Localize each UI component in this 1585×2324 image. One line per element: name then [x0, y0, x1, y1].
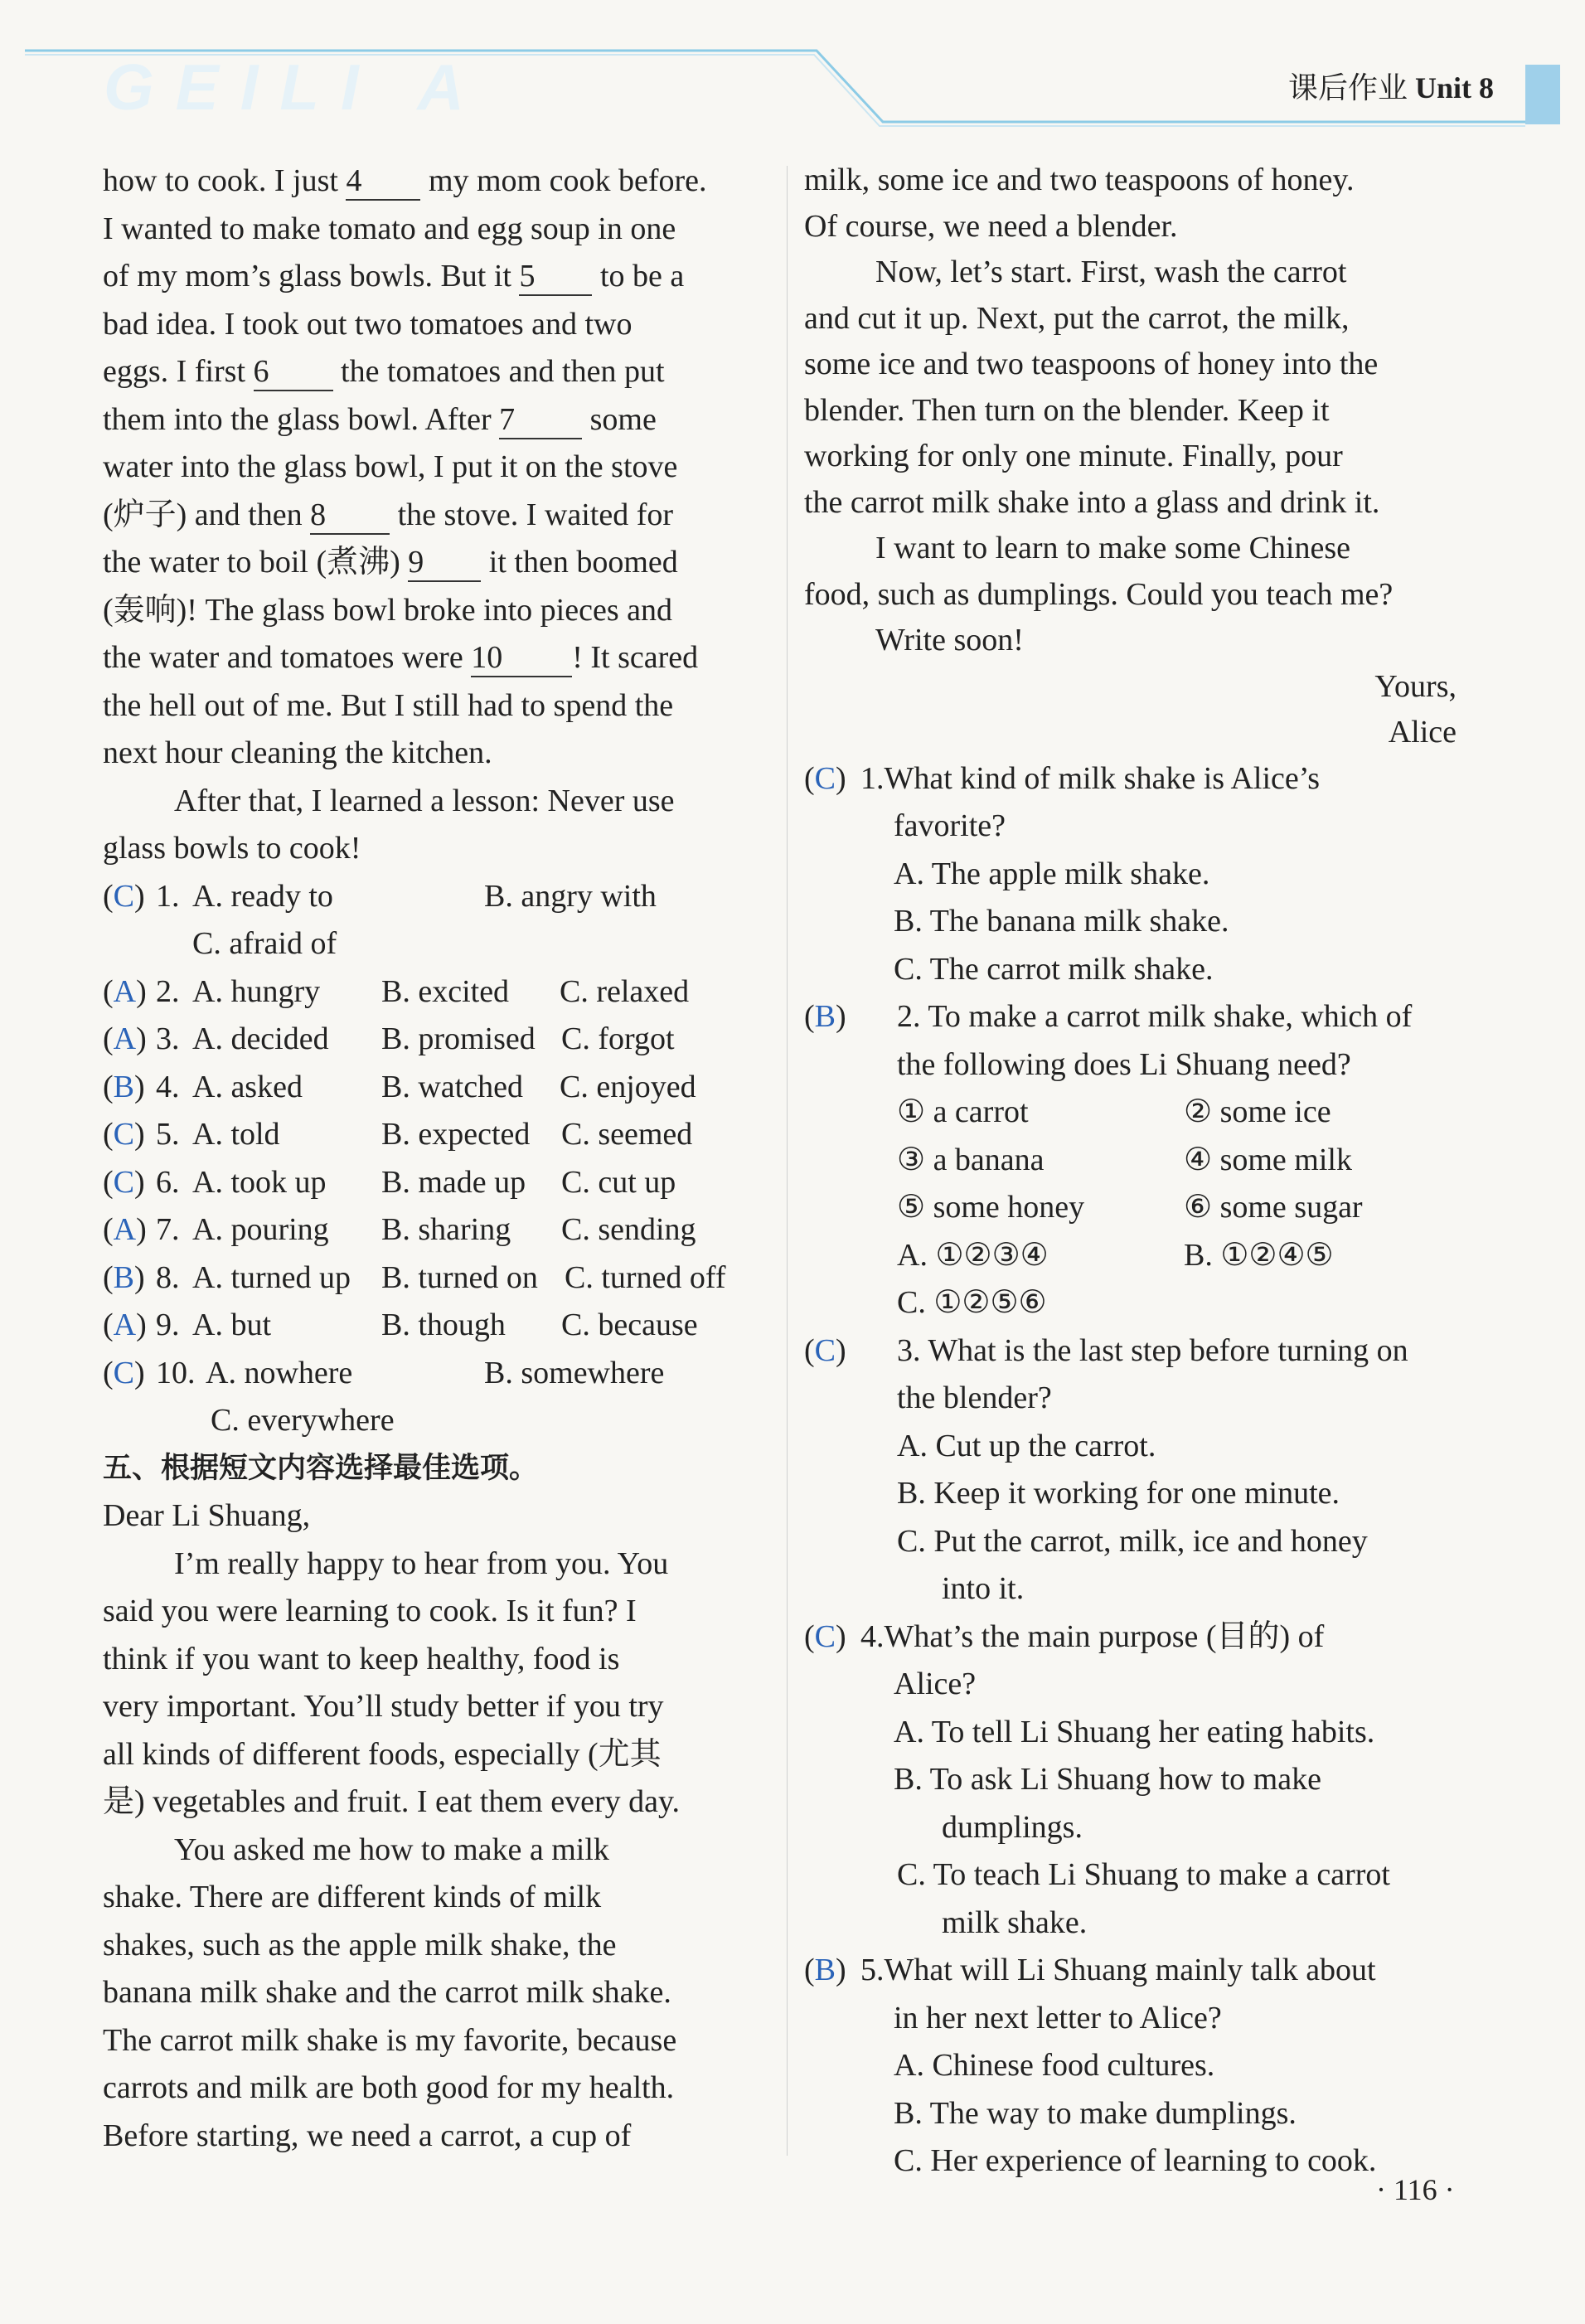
question-r4: (C) 4.What’s the main purpose (目的) of — [804, 1614, 1471, 1662]
option-a[interactable]: A. The apple milk shake. — [894, 856, 1210, 891]
answer-r5: B — [814, 1953, 836, 1987]
question-2: (A) 2. A. hungry B. excited C. relaxed — [103, 968, 766, 1016]
question-6: (C) 6. A. took up B. made up C. cut up — [103, 1159, 766, 1207]
page-number: · 116 · — [1376, 2173, 1455, 2206]
question-5: (C) 5. A. told B. expected C. seemed — [103, 1111, 766, 1159]
text-line: the hell out of me. But I still had to spend the — [103, 687, 674, 723]
answer-r4: C — [814, 1618, 836, 1654]
text-line: the carrot milk shake into a glass and drink it. — [804, 484, 1380, 520]
question-stem: the blender? — [897, 1380, 1052, 1415]
option-c[interactable]: C. seemed — [561, 1117, 693, 1152]
text-line: The carrot milk shake is my favorite, because — [103, 2022, 677, 2058]
question-stem: favorite? — [894, 808, 1006, 843]
option-b[interactable]: B. somewhere — [484, 1355, 665, 1390]
greeting: Dear Li Shuang, — [103, 1498, 311, 1533]
option-c[interactable]: C. relaxed — [560, 973, 690, 1009]
right-column — [804, 158, 1471, 2186]
question-7: (A) 7. A. pouring B. sharing C. sending — [103, 1206, 766, 1254]
section-heading: 五、根据短文内容选择最佳选项。 — [103, 1451, 539, 1485]
list-item: ③ a banana — [897, 1142, 1045, 1177]
text-line: carrots and milk are both good for my health. — [103, 2070, 675, 2105]
text-line: food, such as dumplings. Could you teach me? — [804, 576, 1394, 612]
question-4: (B) 4. A. asked B. watched C. enjoyed — [103, 1064, 766, 1112]
option-b[interactable]: B. expected — [381, 1117, 531, 1152]
question-8: (B) 8. A. turned up B. turned on C. turned off — [103, 1254, 766, 1303]
column-divider — [787, 166, 788, 2156]
answer-r2: B — [814, 999, 836, 1034]
text-line: said you were learning to cook. Is it fun? I — [103, 1594, 637, 1628]
text-line: I want to learn to make some Chinese — [875, 531, 1351, 565]
option-b[interactable]: B. sharing — [381, 1212, 511, 1247]
answer-r1: C — [814, 760, 836, 796]
option-a[interactable]: A. nowhere — [206, 1355, 353, 1390]
answer-3: A — [113, 1021, 137, 1056]
text-line: Of course, we need a blender. — [804, 208, 1178, 244]
question-r3: (C) 3. What is the last step before turning on — [804, 1328, 1471, 1376]
list-item: ① a carrot — [897, 1094, 1029, 1129]
question-stem: 5.What will Li Shuang mainly talk about — [860, 1953, 1376, 1987]
option-c[interactable]: C. turned off — [565, 1259, 726, 1295]
blank-5: 5 — [519, 258, 592, 296]
blank-9: 9 — [408, 544, 481, 582]
option-b[interactable]: B. watched — [381, 1069, 523, 1104]
section-label: 课后作业 — [1287, 71, 1408, 104]
blank-8: 8 — [310, 497, 390, 535]
option-c[interactable]: C. everywhere — [211, 1403, 395, 1438]
option-b[interactable]: B. though — [381, 1308, 506, 1342]
option-a[interactable]: A. hungry — [192, 973, 321, 1009]
option-a[interactable]: A. ready to — [192, 878, 333, 914]
left-column — [103, 158, 766, 2160]
option-a[interactable]: A. asked — [192, 1069, 303, 1104]
option-a[interactable]: A. but — [192, 1308, 271, 1342]
question-stem: the following does Li Shuang need? — [897, 1046, 1351, 1082]
unit-label — [1288, 65, 1494, 107]
option-a[interactable]: A. pouring — [192, 1212, 329, 1247]
text-line: all kinds of different foods, especially (尤其 — [103, 1736, 662, 1772]
answer-4: B — [113, 1069, 135, 1104]
blank-4: 4 — [346, 163, 420, 201]
text-line: bad idea. I took out two tomatoes and two — [103, 306, 633, 342]
question-r5: (B) 5.What will Li Shuang mainly talk about — [804, 1948, 1471, 1996]
option-b[interactable]: B. excited — [381, 973, 510, 1009]
text-line: glass bowls to cook! — [103, 831, 361, 866]
list-item: ② some ice — [1184, 1094, 1331, 1129]
answer-7: A — [113, 1212, 137, 1247]
option-c[interactable]: C. enjoyed — [560, 1069, 696, 1104]
question-stem: 3. What is the last step before turning on — [897, 1332, 1408, 1368]
option-c[interactable]: C. afraid of — [192, 926, 337, 961]
question-r2: (B) 2. To make a carrot milk shake, which of — [804, 994, 1471, 1042]
answer-5: C — [113, 1117, 135, 1152]
option-a[interactable]: A. ①②③④ — [897, 1237, 1049, 1273]
list-item: ④ some milk — [1184, 1142, 1352, 1177]
option-c[interactable]: C. Her experience of learning to cook. — [894, 2143, 1377, 2178]
option-c[interactable]: C. because — [561, 1308, 698, 1342]
question-9: (A) 9. A. but B. though C. because — [103, 1302, 766, 1350]
text-line: and cut it up. Next, put the carrot, the milk, — [804, 300, 1350, 336]
blank-6: 6 — [254, 353, 333, 391]
option-c[interactable]: C. ①②⑤⑥ — [897, 1285, 1047, 1320]
question-10-c — [103, 1397, 766, 1445]
option-b[interactable]: B. The way to make dumplings. — [894, 2095, 1297, 2131]
answer-6: C — [113, 1164, 135, 1200]
blank-10: 10 — [471, 639, 572, 677]
option-c-cont: into it. — [942, 1571, 1025, 1606]
option-b[interactable]: B. promised — [381, 1021, 536, 1056]
option-b[interactable]: B. The banana milk shake. — [894, 904, 1229, 939]
text-line: think if you want to keep healthy, food is — [103, 1641, 620, 1676]
question-10: (C) 10. A. nowhere B. somewhere — [103, 1350, 766, 1398]
option-c[interactable]: C. Put the carrot, milk, ice and honey — [897, 1523, 1368, 1559]
text-line: You asked me how to make a milk — [174, 1832, 609, 1867]
answer-1: C — [113, 878, 135, 914]
option-c-cont: milk shake. — [942, 1904, 1088, 1940]
answer-9: A — [113, 1308, 137, 1342]
text-line: water into the glass bowl, I put it on the stove — [103, 449, 678, 484]
option-a[interactable]: A. decided — [192, 1021, 329, 1056]
option-b[interactable]: B. angry with — [484, 878, 657, 914]
text-line: next hour cleaning the kitchen. — [103, 735, 492, 770]
option-a[interactable]: A. Chinese food cultures. — [894, 2048, 1215, 2083]
question-stem: 2. To make a carrot milk shake, which of — [897, 999, 1413, 1034]
option-c[interactable]: C. forgot — [561, 1021, 675, 1056]
question-1: (C) 1. A. ready to B. angry with — [103, 873, 766, 921]
option-b[interactable]: B. Keep it working for one minute. — [897, 1476, 1340, 1511]
option-b[interactable]: B. turned on — [381, 1259, 538, 1295]
question-stem: Alice? — [894, 1667, 977, 1701]
closing: Write soon! — [875, 623, 1024, 657]
text-line: milk, some ice and two teaspoons of honey. — [804, 163, 1355, 197]
option-c[interactable]: C. The carrot milk shake. — [894, 951, 1214, 987]
text-line: very important. You’ll study better if you try — [103, 1689, 664, 1724]
option-b[interactable]: B. made up — [381, 1164, 526, 1200]
question-stem: 1.What kind of milk shake is Alice’s — [860, 760, 1321, 796]
option-b[interactable]: B. ①②④⑤ — [1184, 1237, 1334, 1273]
blank-7: 7 — [499, 401, 582, 439]
text-line: shake. There are different kinds of milk — [103, 1880, 602, 1914]
text-line: the water and tomatoes were 10 ! It scared — [103, 634, 766, 682]
text-line: the water to boil (煮沸) 9 it then boomed — [103, 539, 766, 587]
unit-number: Unit 8 — [1414, 71, 1494, 104]
option-a[interactable]: A. took up — [192, 1164, 327, 1200]
option-c[interactable]: C. sending — [561, 1212, 696, 1247]
question-3: (A) 3. A. decided B. promised C. forgot — [103, 1016, 766, 1064]
text-line: them into the glass bowl. After 7 some — [103, 396, 766, 444]
brand-watermark: GEILI A — [104, 51, 486, 124]
option-b-cont: dumplings. — [942, 1809, 1083, 1845]
text-line: Before starting, we need a carrot, a cup of — [103, 2118, 632, 2153]
text-line: of my mom’s glass bowls. But it 5 to be a — [103, 253, 766, 301]
answer-r3: C — [814, 1332, 836, 1368]
text-line: blender. Then turn on the blender. Keep it — [804, 392, 1330, 428]
option-c[interactable]: C. To teach Li Shuang to make a carrot — [897, 1857, 1390, 1892]
text-line: (轰响)! The glass bowl broke into pieces and — [103, 592, 672, 628]
text-line: how to cook. I just 4 my mom cook before. — [103, 158, 766, 206]
answer-10: C — [113, 1355, 135, 1390]
text-line: some ice and two teaspoons of honey into the — [804, 347, 1379, 381]
question-stem: 4.What’s the main purpose (目的) of — [860, 1618, 1325, 1654]
text-line: shakes, such as the apple milk shake, the — [103, 1927, 617, 1963]
option-c[interactable]: C. cut up — [561, 1164, 676, 1200]
text-line: (炉子) and then 8 the stove. I waited for — [103, 492, 766, 540]
answer-2: A — [113, 973, 137, 1009]
text-line: I wanted to make tomato and egg soup in one — [103, 211, 676, 246]
text-line: 是) vegetables and fruit. I eat them every day. — [103, 1784, 681, 1819]
text-line: eggs. I first 6 the tomatoes and then put — [103, 348, 766, 396]
yours: Yours, — [1374, 668, 1457, 704]
list-item: ⑥ some sugar — [1184, 1190, 1363, 1225]
option-a[interactable]: A. To tell Li Shuang her eating habits. — [894, 1714, 1375, 1749]
question-stem: in her next letter to Alice? — [894, 2000, 1222, 2035]
text-line: After that, I learned a lesson: Never use — [174, 783, 675, 818]
text-line: working for only one minute. Finally, pour — [804, 439, 1343, 473]
text-line: banana milk shake and the carrot milk shake. — [103, 1975, 671, 2010]
question-1-c — [103, 920, 766, 968]
text-line: Now, let’s start. First, wash the carrot — [875, 255, 1347, 289]
option-b[interactable]: B. To ask Li Shuang how to make — [894, 1762, 1321, 1797]
option-a[interactable]: A. turned up — [192, 1259, 351, 1295]
option-a[interactable]: A. told — [192, 1117, 280, 1152]
option-a[interactable]: A. Cut up the carrot. — [897, 1428, 1156, 1463]
question-r1: (C) 1.What kind of milk shake is Alice’s — [804, 756, 1471, 804]
signature: Alice — [1388, 715, 1457, 750]
answer-8: B — [113, 1259, 135, 1295]
list-item: ⑤ some honey — [897, 1190, 1085, 1225]
edge-tab — [1525, 65, 1560, 124]
text-line: I’m really happy to hear from you. You — [174, 1545, 669, 1581]
